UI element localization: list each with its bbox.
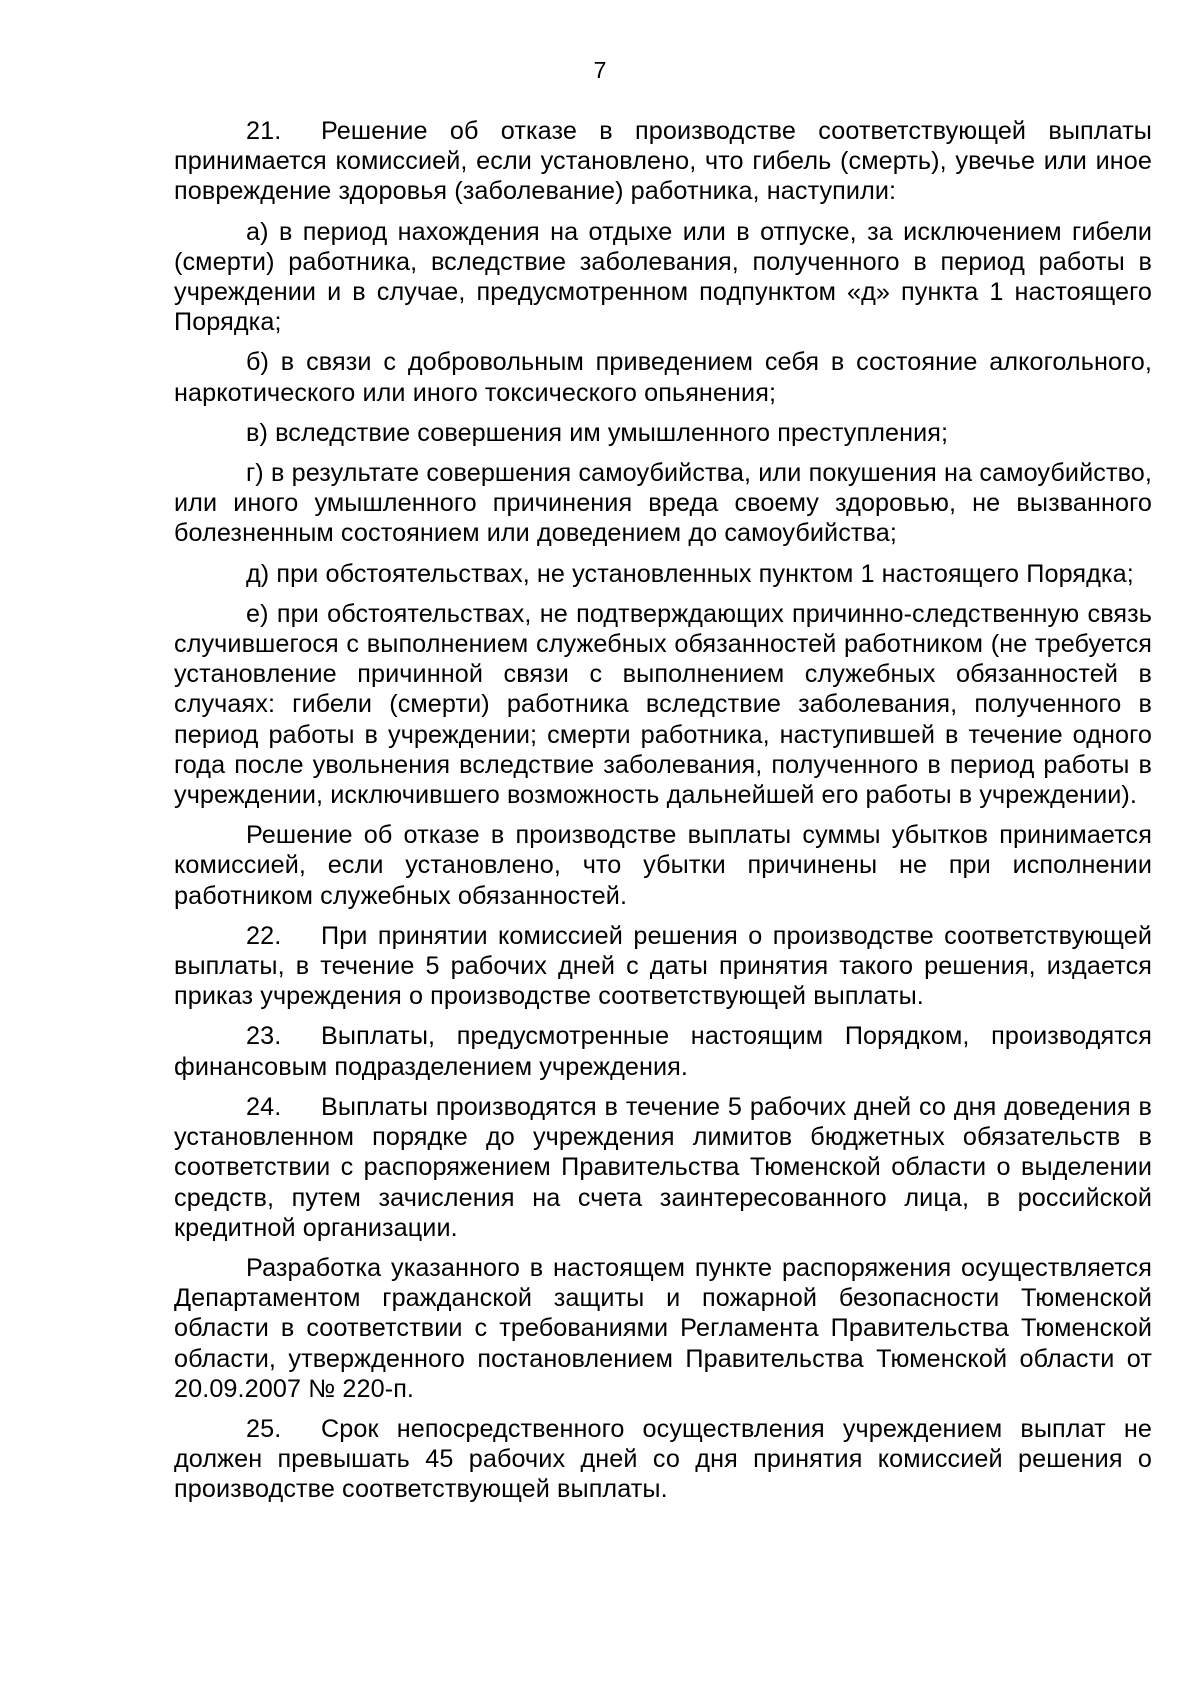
paragraph-24 <box>174 1092 1152 1243</box>
paragraph-text: б) в связи с добровольным приведением себя в состояние алкогольного, наркотического или иного токсического опьянения; <box>174 348 1152 407</box>
subitem-a <box>174 217 1152 338</box>
paragraph-text: Разработка указанного в настоящем пункте распоряжения осуществляется Департаментом гражданской защиты и пожарной безопасности Тюменской области в соответствии с требованиями Регламента Правительства Тюменской области, утвержденного постановлением Правительства Тюменской области от 20.09.2007 № 220-п. <box>174 1253 1152 1403</box>
item-number: 22. <box>246 921 282 950</box>
paragraph-order-development <box>174 1253 1152 1404</box>
subitem-v <box>174 418 1152 448</box>
paragraph-22 <box>174 921 1152 1012</box>
paragraph-25 <box>174 1414 1152 1505</box>
subitem-e <box>174 599 1152 810</box>
document-body <box>174 116 1152 1515</box>
page-number: 7 <box>593 57 607 83</box>
subitem-d <box>174 559 1152 589</box>
subitem-b <box>174 347 1152 407</box>
paragraph-text: в) вследствие совершения им умышленного преступления; <box>246 418 949 447</box>
paragraph-text: д) при обстоятельствах, не установленных пунктом 1 настоящего Порядка; <box>246 559 1134 588</box>
paragraph-text: При принятии комиссией решения о производстве соответствующей выплаты, в течение 5 рабочих дней с даты принятия такого решения, издается приказ учреждения о производстве соответствующей выплаты. <box>174 921 1152 1011</box>
paragraph-23 <box>174 1021 1152 1081</box>
paragraph-text: Решение об отказе в производстве соответствующей выплаты принимается комиссией, если установлено, что гибель (смерть), увечье или иное повреждение здоровья (заболевание) работника, наступили: <box>174 117 1152 206</box>
item-number: 21. <box>246 117 282 145</box>
paragraph-text: е) при обстоятельствах, не подтверждающих причинно-следственную связь случившегося с выполнением служебных обязанностей работником (не требуется установление причинной связи с выполнением служебных обязанностей в случаях: гибели (смерти) работника вследствие заболевания, полученного в период работы в учреждении; смерти работника, наступившей в течение одного года после увольнения вследствие заболевания, полученного в период работы в учреждении, исключившего возможность дальнейшей его работы в учреждении). <box>174 599 1152 810</box>
paragraph-text: Срок непосредственного осуществления учреждением выплат не должен превышать 45 рабочих дней со дня принятия комиссией решения о производстве соответствующей выплаты. <box>174 1414 1152 1504</box>
paragraph-text: г) в результате совершения самоубийства, или покушения на самоубийство, или иного умышленного причинения вреда своему здоровью, не вызванного болезненным состоянием или доведением до самоубийства; <box>174 459 1152 548</box>
paragraph-21 <box>174 116 1152 207</box>
paragraph-losses-refusal <box>174 820 1152 911</box>
paragraph-text: Выплаты производятся в течение 5 рабочих дней со дня доведения в установленном порядке до учреждения лимитов бюджетных обязательств в соответствии с распоряжением Правительства Тюменской области о выделении средств, путем зачисления на счета заинтересованного лица, в российской кредитной организации. <box>174 1092 1152 1242</box>
paragraph-text: а) в период нахождения на отдыхе или в отпуске, за исключением гибели (смерти) работника, вследствие заболевания, полученного в период работы в учреждении и в случае, предусмотренном подпунктом «д» пункта 1 настоящего Порядка; <box>174 217 1152 337</box>
item-number: 24. <box>246 1092 282 1121</box>
subitem-g <box>174 458 1152 549</box>
item-number: 23. <box>246 1022 282 1051</box>
paragraph-text: Решение об отказе в производстве выплаты суммы убытков принимается комиссией, если установлено, что убытки причинены не при исполнении работником служебных обязанностей. <box>174 821 1152 910</box>
item-number: 25. <box>246 1414 282 1443</box>
paragraph-text: Выплаты, предусмотренные настоящим Порядком, производятся финансовым подразделением учреждения. <box>174 1022 1152 1081</box>
